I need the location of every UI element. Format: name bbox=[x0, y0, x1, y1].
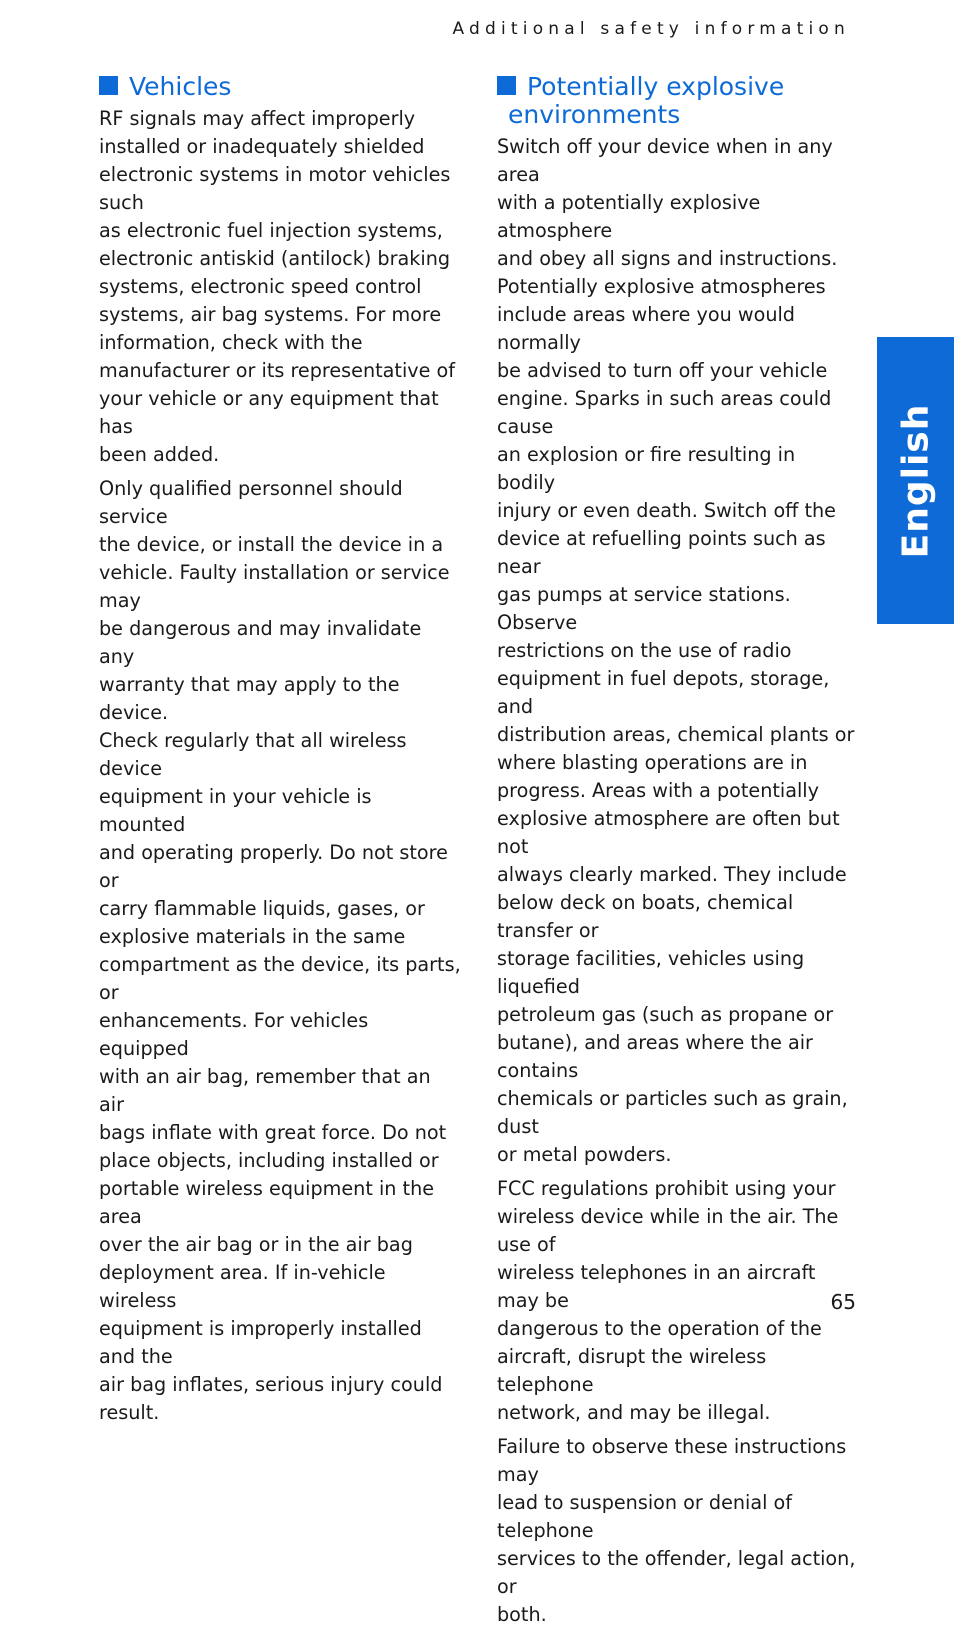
explosive-paragraph-2: FCC regulations prohibit using your wireless device while in the air. The use of wireless telephones in an aircraft may be dangerous to the operation of the aircraft, disrupt the wireless telephone network, and may be illegal. bbox=[497, 1177, 839, 1424]
vehicles-heading bbox=[99, 73, 461, 101]
page-number: 65 bbox=[830, 1290, 856, 1314]
vehicles-section bbox=[99, 73, 461, 1433]
vehicles-paragraph-1: RF signals may affect improperly installed or inadequately shielded electronic systems in motor vehicles such as electronic fuel injection systems, electronic antiskid (antilock) braking systems, electronic speed control systems, air bag systems. For more information, check with the manufacturer or its representative of your vehicle or any equipment that has been added. bbox=[99, 107, 456, 466]
language-tab-label: English bbox=[895, 403, 936, 558]
square-bullet-icon bbox=[99, 76, 118, 95]
vehicles-heading-text: Vehicles bbox=[129, 72, 232, 101]
square-bullet-icon bbox=[497, 76, 516, 95]
explosive-section bbox=[497, 73, 859, 1635]
explosive-paragraph-1: Switch off your device when in any area with a potentially explosive atmosphere and obey all signs and instructions. Potentially explosive atmospheres include areas where you would normally be advised to turn off your vehicle engine. Sparks in such areas could cause an explosion or fire resulting in bodily injury or even death. Switch off the device at refuelling points such as near gas pumps at service stations. Observe restrictions on the use of radio equipment in fuel depots, storage, and distribution areas, chemical plants or where blasting operations are in progress. Areas with a potentially explosive atmosphere are often but not always clearly marked. They include below deck on boats, chemical transfer or storage facilities, vehicles using liquefied petroleum gas (such as propane or butane), and areas where the air contains chemicals or particles such as grain, dust or metal powders. bbox=[497, 135, 855, 1166]
language-tab bbox=[877, 337, 954, 624]
explosive-paragraph-3: Failure to observe these instructions may lead to suspension or denial of telephone services to the offender, legal action, or both. bbox=[497, 1435, 856, 1626]
explosive-heading-text: Potentially explosive environments bbox=[508, 72, 785, 129]
vehicles-paragraph-2: Only qualified personnel should service the device, or install the device in a vehicle. Faulty installation or service may be dangerous and may invalidate any warranty that may apply to the device. Check regularly that all wireless device equipment in your vehicle is mounted and operating properly. Do not store or carry flammable liquids, gases, or explosive materials in the same compartment as the device, its parts, or enhancements. For vehicles equipped with an air bag, remember that an air bags inflate with great force. Do not place objects, including installed or portable wireless equipment in the area over the air bag or in the air bag deployment area. If in-vehicle wireless equipment is improperly installed and the air bag inflates, serious injury could result. bbox=[99, 477, 461, 1424]
explosive-heading bbox=[497, 73, 859, 129]
running-header: Additional safety information bbox=[452, 19, 850, 39]
